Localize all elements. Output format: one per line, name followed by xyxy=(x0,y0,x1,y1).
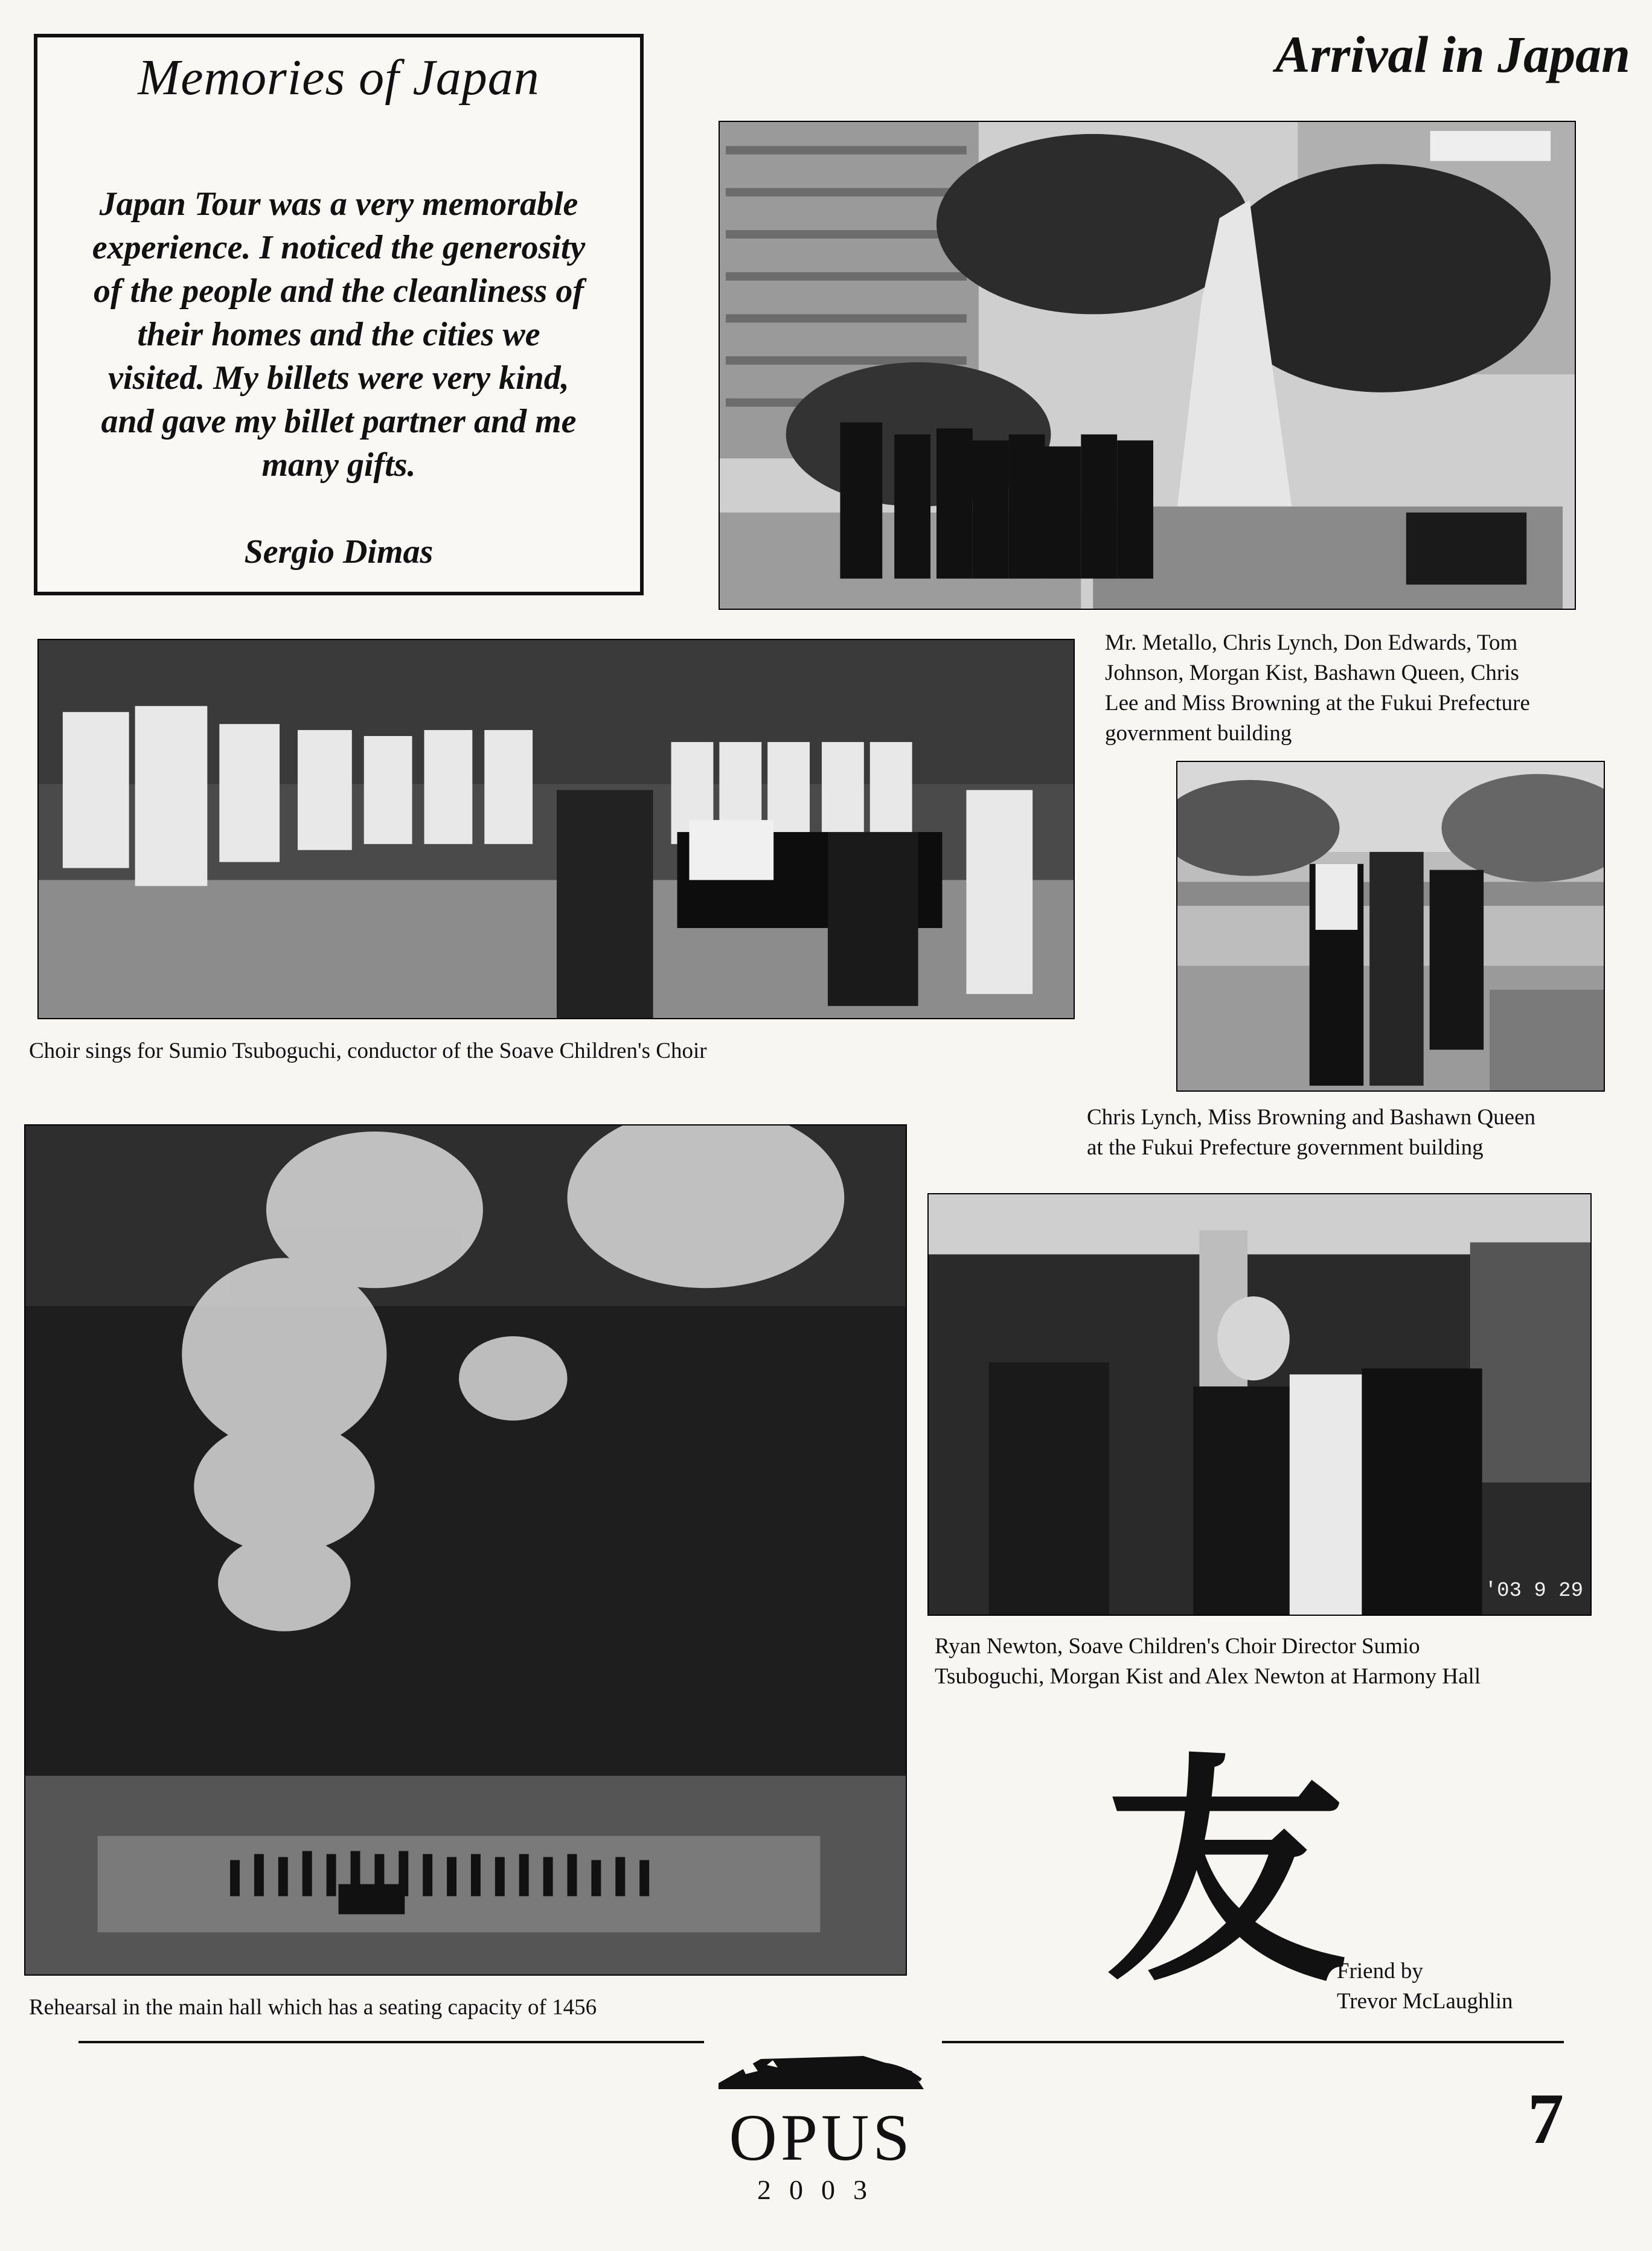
friend-caption xyxy=(1337,1956,1590,2017)
choir-photo xyxy=(37,639,1075,1019)
memories-line: Japan Tour was a very memorable xyxy=(99,185,578,223)
memories-line: their homes and the cities we xyxy=(137,316,540,353)
memories-line: experience. I noticed the generosity xyxy=(92,229,586,266)
memories-line: many gifts. xyxy=(261,446,416,484)
caption-line: government building xyxy=(1105,721,1292,746)
footer-rule-right xyxy=(942,2041,1564,2043)
caption-line: Friend by xyxy=(1337,1959,1423,1984)
statue-group-photo xyxy=(719,121,1576,610)
kanji-friend-calligraphy: 友 xyxy=(1105,1734,1346,2015)
caption-line: Tsuboguchi, Morgan Kist and Alex Newton at Harmony Hall xyxy=(935,1664,1481,1689)
memories-author: Sergio Dimas xyxy=(244,533,434,571)
memories-box xyxy=(34,34,644,595)
caption-line: Ryan Newton, Soave Children's Choir Director Sumio xyxy=(935,1634,1420,1659)
choir-caption: Choir sings for Sumio Tsuboguchi, conductor of the Soave Children's Choir xyxy=(29,1039,707,1063)
page-number: 7 xyxy=(1528,2078,1564,2159)
bridge-caption xyxy=(1087,1103,1630,1163)
memories-line: and gave my billet partner and me xyxy=(101,403,577,440)
memories-line: visited. My billets were very kind, xyxy=(108,359,569,397)
bridge-trio-photo xyxy=(1176,761,1605,1092)
opus-logo-year: 2003 xyxy=(757,2174,885,2205)
caption-line: Mr. Metallo, Chris Lynch, Don Edwards, Tom xyxy=(1105,630,1518,655)
caption-line: Lee and Miss Browning at the Fukui Prefecture xyxy=(1105,691,1530,716)
memories-line: of the people and the cleanliness of xyxy=(94,272,584,310)
statue-caption xyxy=(1105,628,1636,749)
opus-logo xyxy=(712,2047,930,2228)
harmony-caption xyxy=(935,1631,1611,1692)
footer-rule-left xyxy=(78,2041,704,2043)
opus-logo-word: OPUS xyxy=(729,2101,914,2174)
hall-caption: Rehearsal in the main hall which has a seating capacity of 1456 xyxy=(29,1995,597,2020)
section-title: Arrival in Japan xyxy=(1275,25,1630,83)
caption-line: at the Fukui Prefecture government building xyxy=(1087,1135,1484,1160)
photo-date-stamp: '03 9 29 xyxy=(1484,1580,1583,1603)
harmony-hall-photo xyxy=(927,1193,1592,1616)
memories-title: Memories of Japan xyxy=(138,50,540,106)
concert-hall-photo xyxy=(24,1124,907,1976)
memories-body xyxy=(62,182,616,487)
caption-line: Johnson, Morgan Kist, Bashawn Queen, Chris xyxy=(1105,661,1519,685)
caption-line: Chris Lynch, Miss Browning and Bashawn Queen xyxy=(1087,1105,1536,1130)
caption-line: Trevor McLaughlin xyxy=(1337,1989,1513,2014)
